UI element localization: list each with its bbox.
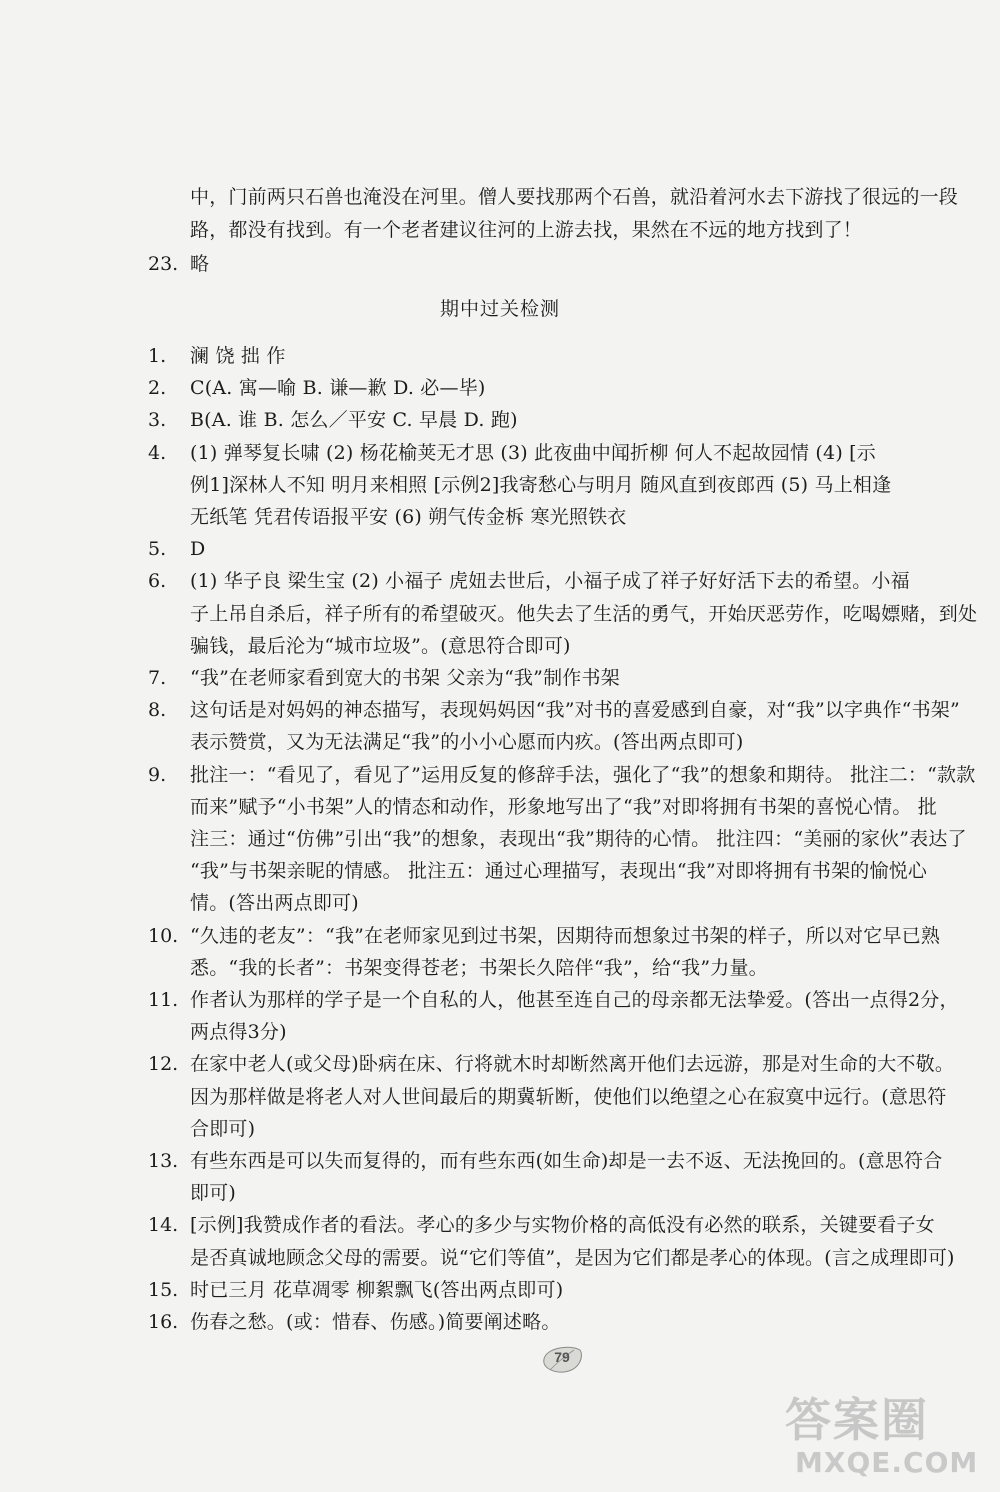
answer-line: 情。(答出两点即可)	[190, 892, 359, 915]
answer-line: (1) 华子良 梁生宝 (2) 小福子 虎妞去世后，小福子成了祥子好好活下去的希望。小福	[190, 570, 910, 593]
answer-line: B(A. 谁 B. 怎么／平安 C. 早晨 D. 跑)	[190, 409, 518, 432]
answer-number: 1.	[148, 345, 167, 367]
answer-line: (1) 弹琴复长啸 (2) 杨花榆荚无才思 (3) 此夜曲中闻折柳 何人不起故园情 (4) [示	[190, 441, 876, 464]
answer-line: 两点得3分)	[190, 1021, 287, 1044]
watermark-url: MXQE.COM	[795, 1446, 979, 1479]
answer-number: 7.	[148, 667, 167, 689]
answer-line: 批注一：“看见了，看见了”运用反复的修辞手法，强化了“我”的想象和期待。 批注二：“款款	[190, 763, 976, 786]
answer-line: “我”在老师家看到宽大的书架 父亲为“我”制作书架	[190, 667, 620, 689]
answer-number: 3.	[148, 409, 167, 432]
page-number: 79	[554, 1349, 570, 1365]
answer-line: D	[190, 538, 206, 561]
answer-line: 作者认为那样的学子是一个自私的人，他甚至连自己的母亲都无法挚爱。(答出一点得2分，	[190, 989, 959, 1011]
answer-line: 有些东西是可以失而复得的，而有些东西(如生命)却是一去不返、无法挽回的。(意思符合	[190, 1150, 943, 1172]
page-number-badge	[540, 1342, 584, 1376]
answer-line: 悉。“我的长者”：书架变得苍老；书架长久陪伴“我”，给“我”力量。	[190, 956, 768, 979]
item-23-text: 略	[190, 253, 210, 275]
intro-line-2: 路，都没有找到。有一个老者建议往河的上游去找，果然在不远的地方找到了！	[190, 219, 863, 241]
answer-line: 表示赞赏，又为无法满足“我”的小小心愿而内疚。(答出两点即可)	[190, 731, 744, 754]
answer-line: “久违的老友”：“我”在老师家见到过书架，因期待而想象过书架的样子，所以对它早已熟	[190, 924, 941, 947]
answer-line: 合即可)	[190, 1117, 256, 1140]
answer-number: 9.	[148, 763, 167, 786]
answer-line: [示例]我赞成作者的看法。孝心的多少与实物价格的高低没有必然的联系，关键要看子女	[190, 1214, 935, 1237]
answer-number: 2.	[148, 377, 167, 400]
answer-number: 6.	[148, 570, 167, 593]
answer-line: 即可)	[190, 1182, 237, 1205]
answer-line: 无纸笔 凭君传语报平安 (6) 朔气传金柝 寒光照铁衣	[190, 506, 627, 528]
section-title: 期中过关检测	[439, 298, 560, 320]
answer-line: 是否真诚地顾念父母的需要。说“它们等值”，是因为它们都是孝心的体现。(言之成理即可)	[190, 1246, 955, 1269]
answer-line: 骗钱，最后沦为“城市垃圾”。(意思符合即可)	[190, 634, 571, 657]
answer-line: 伤春之愁。(或：惜春、伤感。)简要阐述略。	[190, 1311, 561, 1333]
answer-line: 子上吊自杀后，祥子所有的希望破灭。他失去了生活的勇气，开始厌恶劳作，吃喝嫖赌，到处	[190, 602, 978, 625]
watermark-logo: 答案圈	[785, 1393, 929, 1447]
answer-number: 13.	[148, 1150, 179, 1172]
answer-line: C(A. 寓—喻 B. 谦—歉 D. 必—毕)	[190, 377, 486, 400]
answer-number: 12.	[148, 1053, 179, 1076]
watermark	[785, 1395, 990, 1485]
answer-line: 澜 饶 拙 作	[190, 345, 286, 367]
answer-line: 在家中老人(或父母)卧病在床、行将就木时却断然离开他们去远游，那是对生命的大不敬。	[190, 1053, 955, 1076]
answer-line: 因为那样做是将老人对人世间最后的期冀斩断，使他们以绝望之心在寂寞中远行。(意思符	[190, 1085, 947, 1108]
answer-number: 8.	[148, 699, 167, 722]
answer-number: 5.	[148, 538, 167, 561]
answer-number: 10.	[148, 924, 179, 947]
answer-line: “我”与书架亲昵的情感。 批注五：通过心理描写，表现出“我”对即将拥有书架的愉悦心	[190, 860, 928, 883]
answer-number: 15.	[148, 1278, 179, 1301]
answer-number: 4.	[148, 441, 167, 464]
answer-line: 而来”赋予“小书架”人的情态和动作，形象地写出了“我”对即将拥有书架的喜悦心情。 批	[190, 795, 938, 818]
answer-number: 16.	[148, 1311, 179, 1333]
answer-line: 注三：通过“仿佛”引出“我”的想象，表现出“我”期待的心情。 批注四：“美丽的家伙”表达了	[190, 828, 967, 850]
answer-line: 例1]深林人不知 明月来相照 [示例2]我寄愁心与明月 随风直到夜郎西 (5) 马上相逢	[190, 473, 892, 496]
answer-number: 14.	[148, 1214, 179, 1237]
answer-line: 这句话是对妈妈的神态描写，表现妈妈因“我”对书的喜爱感到自豪，对“我”以字典作“书架”	[190, 699, 960, 722]
answer-line: 时已三月 花草凋零 柳絮飘飞(答出两点即可)	[190, 1278, 564, 1301]
item-23-number: 23.	[148, 253, 179, 275]
answer-number: 11.	[148, 989, 179, 1011]
intro-line-1: 中，门前两只石兽也淹没在河里。僧人要找那两个石兽，就沿着河水去下游找了很远的一段	[190, 186, 959, 208]
